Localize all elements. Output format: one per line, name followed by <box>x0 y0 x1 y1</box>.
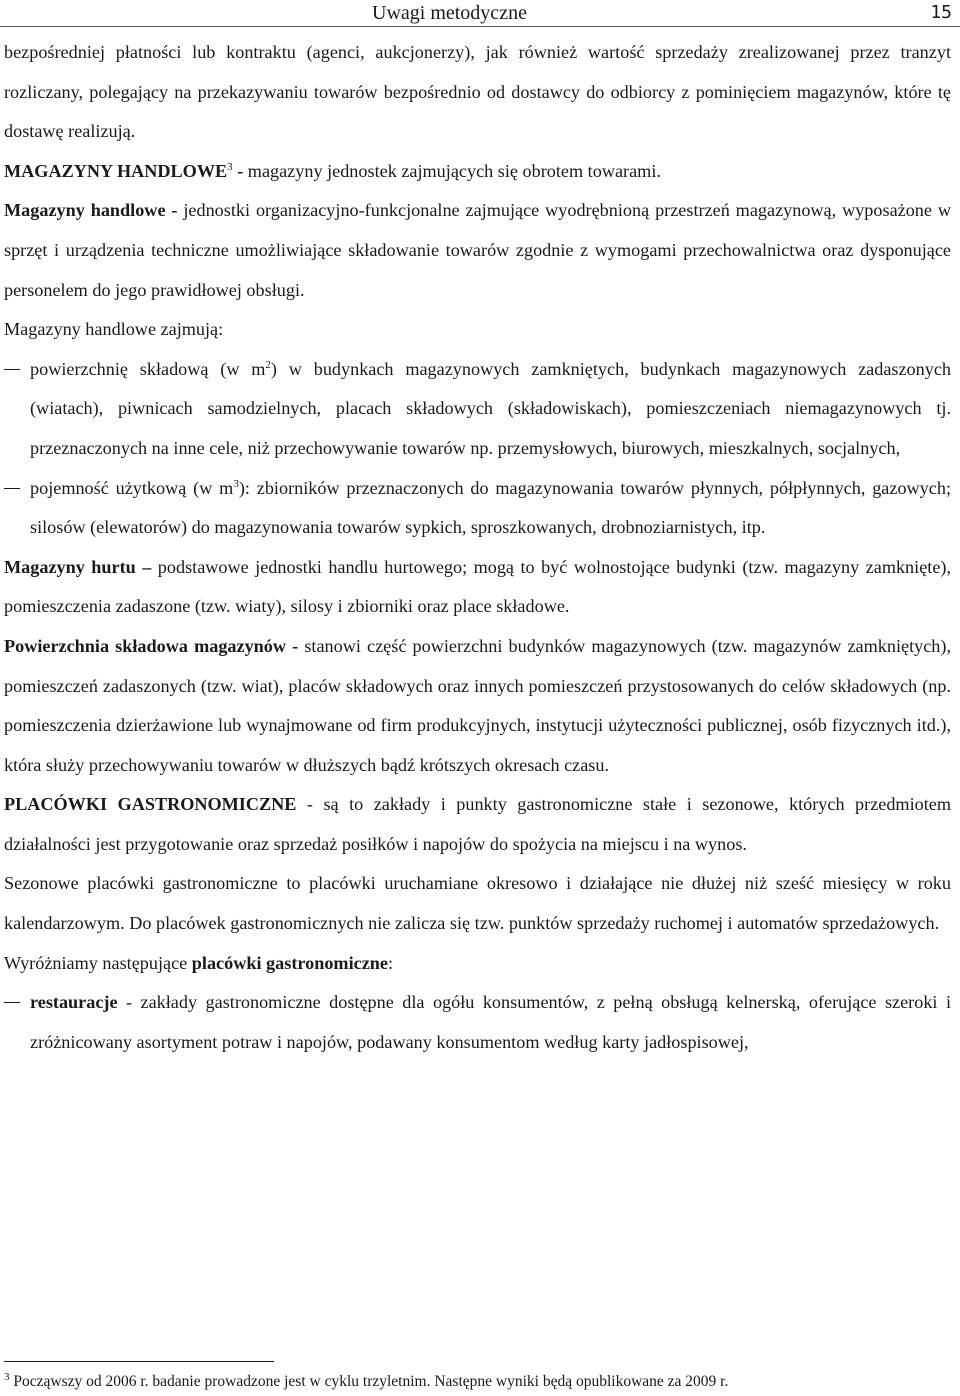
definition-text: jednostki organizacyjno-funkcjonalne zajmujące wyodrębnioną przestrzeń magazynową, wyposażone w sprzęt i urządzenia techniczne umożliwiające składowanie towarów zgodnie z wymogami przechowalnictwa oraz dysponujące personelem do jego prawidłowej obsługi. <box>4 200 952 300</box>
paragraph-sezonowe: Sezonowe placówki gastronomiczne to placówki uruchamiane okresowo i działające nie dłużej niż sześć miesięcy w roku kalendarzowym. Do placówek gastronomicznych nie zalicza się tzw. punktów sprzedaży ruchomej i automatów sprzedażowych. <box>4 873 951 934</box>
paragraph-magazyny-handlowe-def <box>4 152 951 192</box>
footnote-ref[interactable]: 3 <box>227 160 233 173</box>
paragraph-continued: bezpośredniej płatności lub kontraktu (agenci, aukcjonerzy), jak również wartość sprzedaży zrealizowanej przez tranzyt rozliczany, polegający na przekazywaniu towarów bezpośrednio od dostawcy do odbiorcy z pominięciem magazynów, które tę dostawę realizują. <box>4 42 951 142</box>
paragraph-zajmuja: Magazyny handlowe zajmują: <box>4 319 224 340</box>
footnote-text: Począwszy od 2006 r. badanie prowadzone jest w cyklu trzyletnim. Następne wyniki będą opublikowane za 2009 r. <box>9 1373 729 1390</box>
paragraph-wyrozniamy: Wyróżniamy następujące placówki gastronomiczne: <box>4 952 394 973</box>
term-placowki: PLACÓWKI GASTRONOMICZNE <box>4 794 297 815</box>
footnote <box>4 1372 954 1392</box>
paragraph-placowki-gastronomiczne <box>4 785 951 864</box>
list-zajmuja <box>4 350 951 548</box>
page-header <box>0 0 960 27</box>
term-bold: Magazyny handlowe - <box>4 200 178 221</box>
page-number: 15 <box>930 2 952 23</box>
term-dash: - <box>232 160 244 181</box>
term-bold: Powierzchnia składowa magazynów - <box>4 635 299 656</box>
document-body <box>4 33 951 1062</box>
term-magazyny-handlowe: MAGAZYNY HANDLOWE <box>4 160 228 181</box>
paragraph-magazyny-handlowe <box>4 191 951 310</box>
list-item: pojemność użytkową (w $m^3$): zbiorników przeznaczonych do magazynowania towarów płynnych, półpłynnych, gazowych; silosów (elewatorów) do magazynowania towarów sypkich, sproszkowanych, drobnoziarnistych, itp. <box>4 469 951 548</box>
paragraph-powierzchnia-skladowa <box>4 627 951 785</box>
definition-text: stanowi część powierzchni budynków magazynowych (tzw. magazynów zamkniętych), pomieszczeń zadaszonych (tzw. wiat), placów składowych oraz innych pomieszczeń przystosowanych do celów składowych (np. pomieszczenia dzierżawione lub wynajmowane od firm produkcyjnych, instytucji użyteczności publicznej, osób fizycznych itd.), która służy przechowywaniu towarów w dłuższych bądź krótszych okresach czasu. <box>4 635 951 775</box>
term-bold: Magazyny hurtu – <box>4 556 152 577</box>
footnote-number: 3 <box>4 1370 10 1383</box>
list-item: powierzchnię składową (w $m^2$) w budynkach magazynowych zamkniętych, budynkach magazynowych zadaszonych (wiatach), piwnicach samodzielnych, placach składowych (składowiskach), pomieszczeniach niemagazynowych tj. przeznaczonych na inne cele, niż przechowywanie towarów np. przemysłowych, biurowych, mieszkalnych, socjalnych, <box>4 350 951 469</box>
definition-text: - są to zakłady i punkty gastronomiczne stałe i sezonowe, których przedmiotem działalności jest przygotowanie oraz sprzedaż posiłków i napojów do spożycia na miejscu i na wynos. <box>4 794 951 854</box>
footnote-divider <box>4 1361 274 1362</box>
definition-text: podstawowe jednostki handlu hurtowego; mogą to być wolnostojące budynki (tzw. magazyny zamknięte), pomieszczenia zadaszone (tzw. wiaty), silosy i zbiorniki oraz place składowe. <box>4 556 952 617</box>
header-title: Uwagi metodyczne <box>372 2 527 24</box>
definition-text: magazyny jednostek zajmujących się obrotem towarami. <box>243 160 661 181</box>
list-item: restauracje - zakłady gastronomiczne dostępne dla ogółu konsumentów, z pełną obsługą kelnerską, oferujące szeroki i zróżnicowany asortyment potraw i napojów, podawany konsumentom według karty jadłospisowej, <box>4 983 951 1062</box>
paragraph-magazyny-hurtu <box>4 548 951 627</box>
list-placowki <box>4 983 951 1062</box>
